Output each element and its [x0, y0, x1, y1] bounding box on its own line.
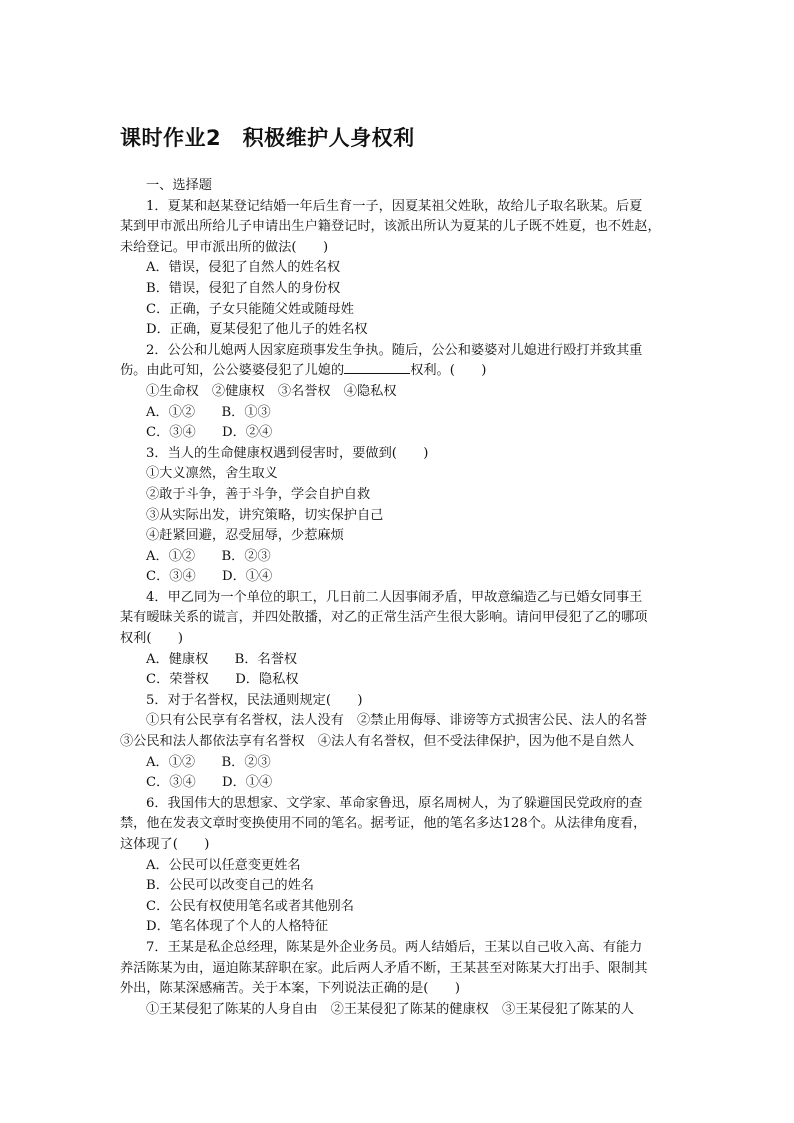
question-2-text-before-blank: 伤。由此可知，公公婆婆侵犯了儿媳的 [120, 363, 345, 379]
question-4-options-cd: C．荣誉权 D．隐私权 [146, 672, 299, 688]
question-3-item-2: ②敢于斗争，善于斗争，学会自护自救 [146, 486, 371, 502]
question-1-option-a: A．错误，侵犯了自然人的姓名权 [146, 260, 341, 276]
question-7-line-4: ①王某侵犯了陈某的人身自由 ②王某侵犯了陈某的健康权 ③王某侵犯了陈某的人 [146, 1001, 634, 1017]
question-1-option-d: D．正确，夏某侵犯了他儿子的姓名权 [146, 322, 368, 338]
question-3-item-3: ③从实际出发，讲究策略，切实保护自己 [146, 507, 384, 523]
question-5-options-cd: C．③④ D．①④ [146, 775, 273, 791]
question-5-options-ab: A．①② B．②③ [146, 754, 271, 770]
page-title: 课时作业2 积极维护人身权利 [120, 126, 415, 150]
question-5-line-1: 5．对于名誉权，民法通则规定( ) [146, 692, 363, 708]
question-1-line-2: 某到甲市派出所给儿子申请出生户籍登记时，该派出所认为夏某的儿子既不姓夏，也不姓赵， [120, 219, 661, 235]
question-6-option-c: C．公民有权使用笔名或者其他别名 [146, 898, 354, 914]
question-3-options-ab: A．①② B．②③ [146, 548, 271, 564]
question-6-line-2: 禁，他在发表文章时变换使用不同的笔名。据考证，他的笔名多达128个。从法律角度看， [120, 816, 647, 832]
question-7-line-3: 外出，陈某深感痛苦。关于本案，下列说法正确的是( ) [120, 981, 460, 997]
question-6-option-a: A．公民可以任意变更姓名 [146, 857, 301, 873]
question-3-line-1: 3．当人的生命健康权遇到侵害时，要做到( ) [146, 445, 429, 461]
question-1-line-1: 1．夏某和赵某登记结婚一年后生育一子，因夏某祖父姓耿，故给儿子取名耿某。后夏 [146, 198, 643, 214]
answer-blank [344, 361, 410, 374]
question-6-line-1: 6．我国伟大的思想家、文学家、革命家鲁迅，原名周树人，为了躲避国民党政府的查 [146, 795, 643, 811]
question-1-option-b: B．错误，侵犯了自然人的身份权 [146, 280, 341, 296]
question-6-option-b: B．公民可以改变自己的姓名 [146, 878, 314, 894]
question-7-line-2: 养活陈某为由，逼迫陈某辞职在家。此后两人矛盾不断，王某甚至对陈某大打出手、限制其 [120, 960, 648, 976]
question-6-option-d: D．笔名体现了个人的人格特征 [146, 919, 329, 935]
exercise-content [120, 176, 680, 1020]
question-4-line-1: 4．甲乙同为一个单位的职工，几日前二人因事闹矛盾，甲故意编造乙与已婚女同事王 [146, 589, 643, 605]
question-3-item-1: ①大义凛然，舍生取义 [146, 466, 278, 482]
section-heading: 一、选择题 [146, 178, 212, 193]
question-5-line-3: ③公民和法人都依法享有名誉权 ④法人有名誉权，但不受法律保护，因为他不是自然人 [120, 734, 635, 750]
question-2-line-2 [120, 361, 680, 382]
question-5-line-2: ①只有公民享有名誉权，法人没有 ②禁止用侮辱、诽谤等方式损害公民、法人的名誉 [146, 713, 648, 729]
question-3-options-cd: C．③④ D．①④ [146, 569, 273, 585]
question-6-line-3: 这体现了( ) [120, 837, 210, 852]
question-1-option-c: C．正确，子女只能随父姓或随母姓 [146, 301, 354, 317]
question-2-options-ab: A．①② B．①③ [146, 404, 271, 420]
question-7-line-1: 7．王某是私企总经理，陈某是外企业务员。两人结婚后，王某以自己收入高、有能力 [146, 939, 643, 955]
question-2-line-1: 2．公公和儿媳两人因家庭琐事发生争执。随后，公公和婆婆对儿媳进行殴打并致其重 [146, 342, 643, 358]
question-4-line-2: 某有暧昧关系的谎言，并四处散播，对乙的正常生活产生很大影响。请问甲侵犯了乙的哪项 [120, 610, 648, 626]
question-1-line-3: 未给登记。甲市派出所的做法( ) [120, 239, 329, 255]
question-2-text-after-blank: 权利。( ) [410, 363, 487, 379]
question-4-line-3: 权利( ) [120, 631, 184, 647]
question-2-items: ①生命权 ②健康权 ③名誉权 ④隐私权 [146, 383, 397, 399]
question-2-options-cd: C．③④ D．②④ [146, 425, 273, 441]
question-4-options-ab: A．健康权 B．名誉权 [146, 651, 298, 667]
question-3-item-4: ④赶紧回避，忍受屈辱，少惹麻烦 [146, 528, 344, 544]
